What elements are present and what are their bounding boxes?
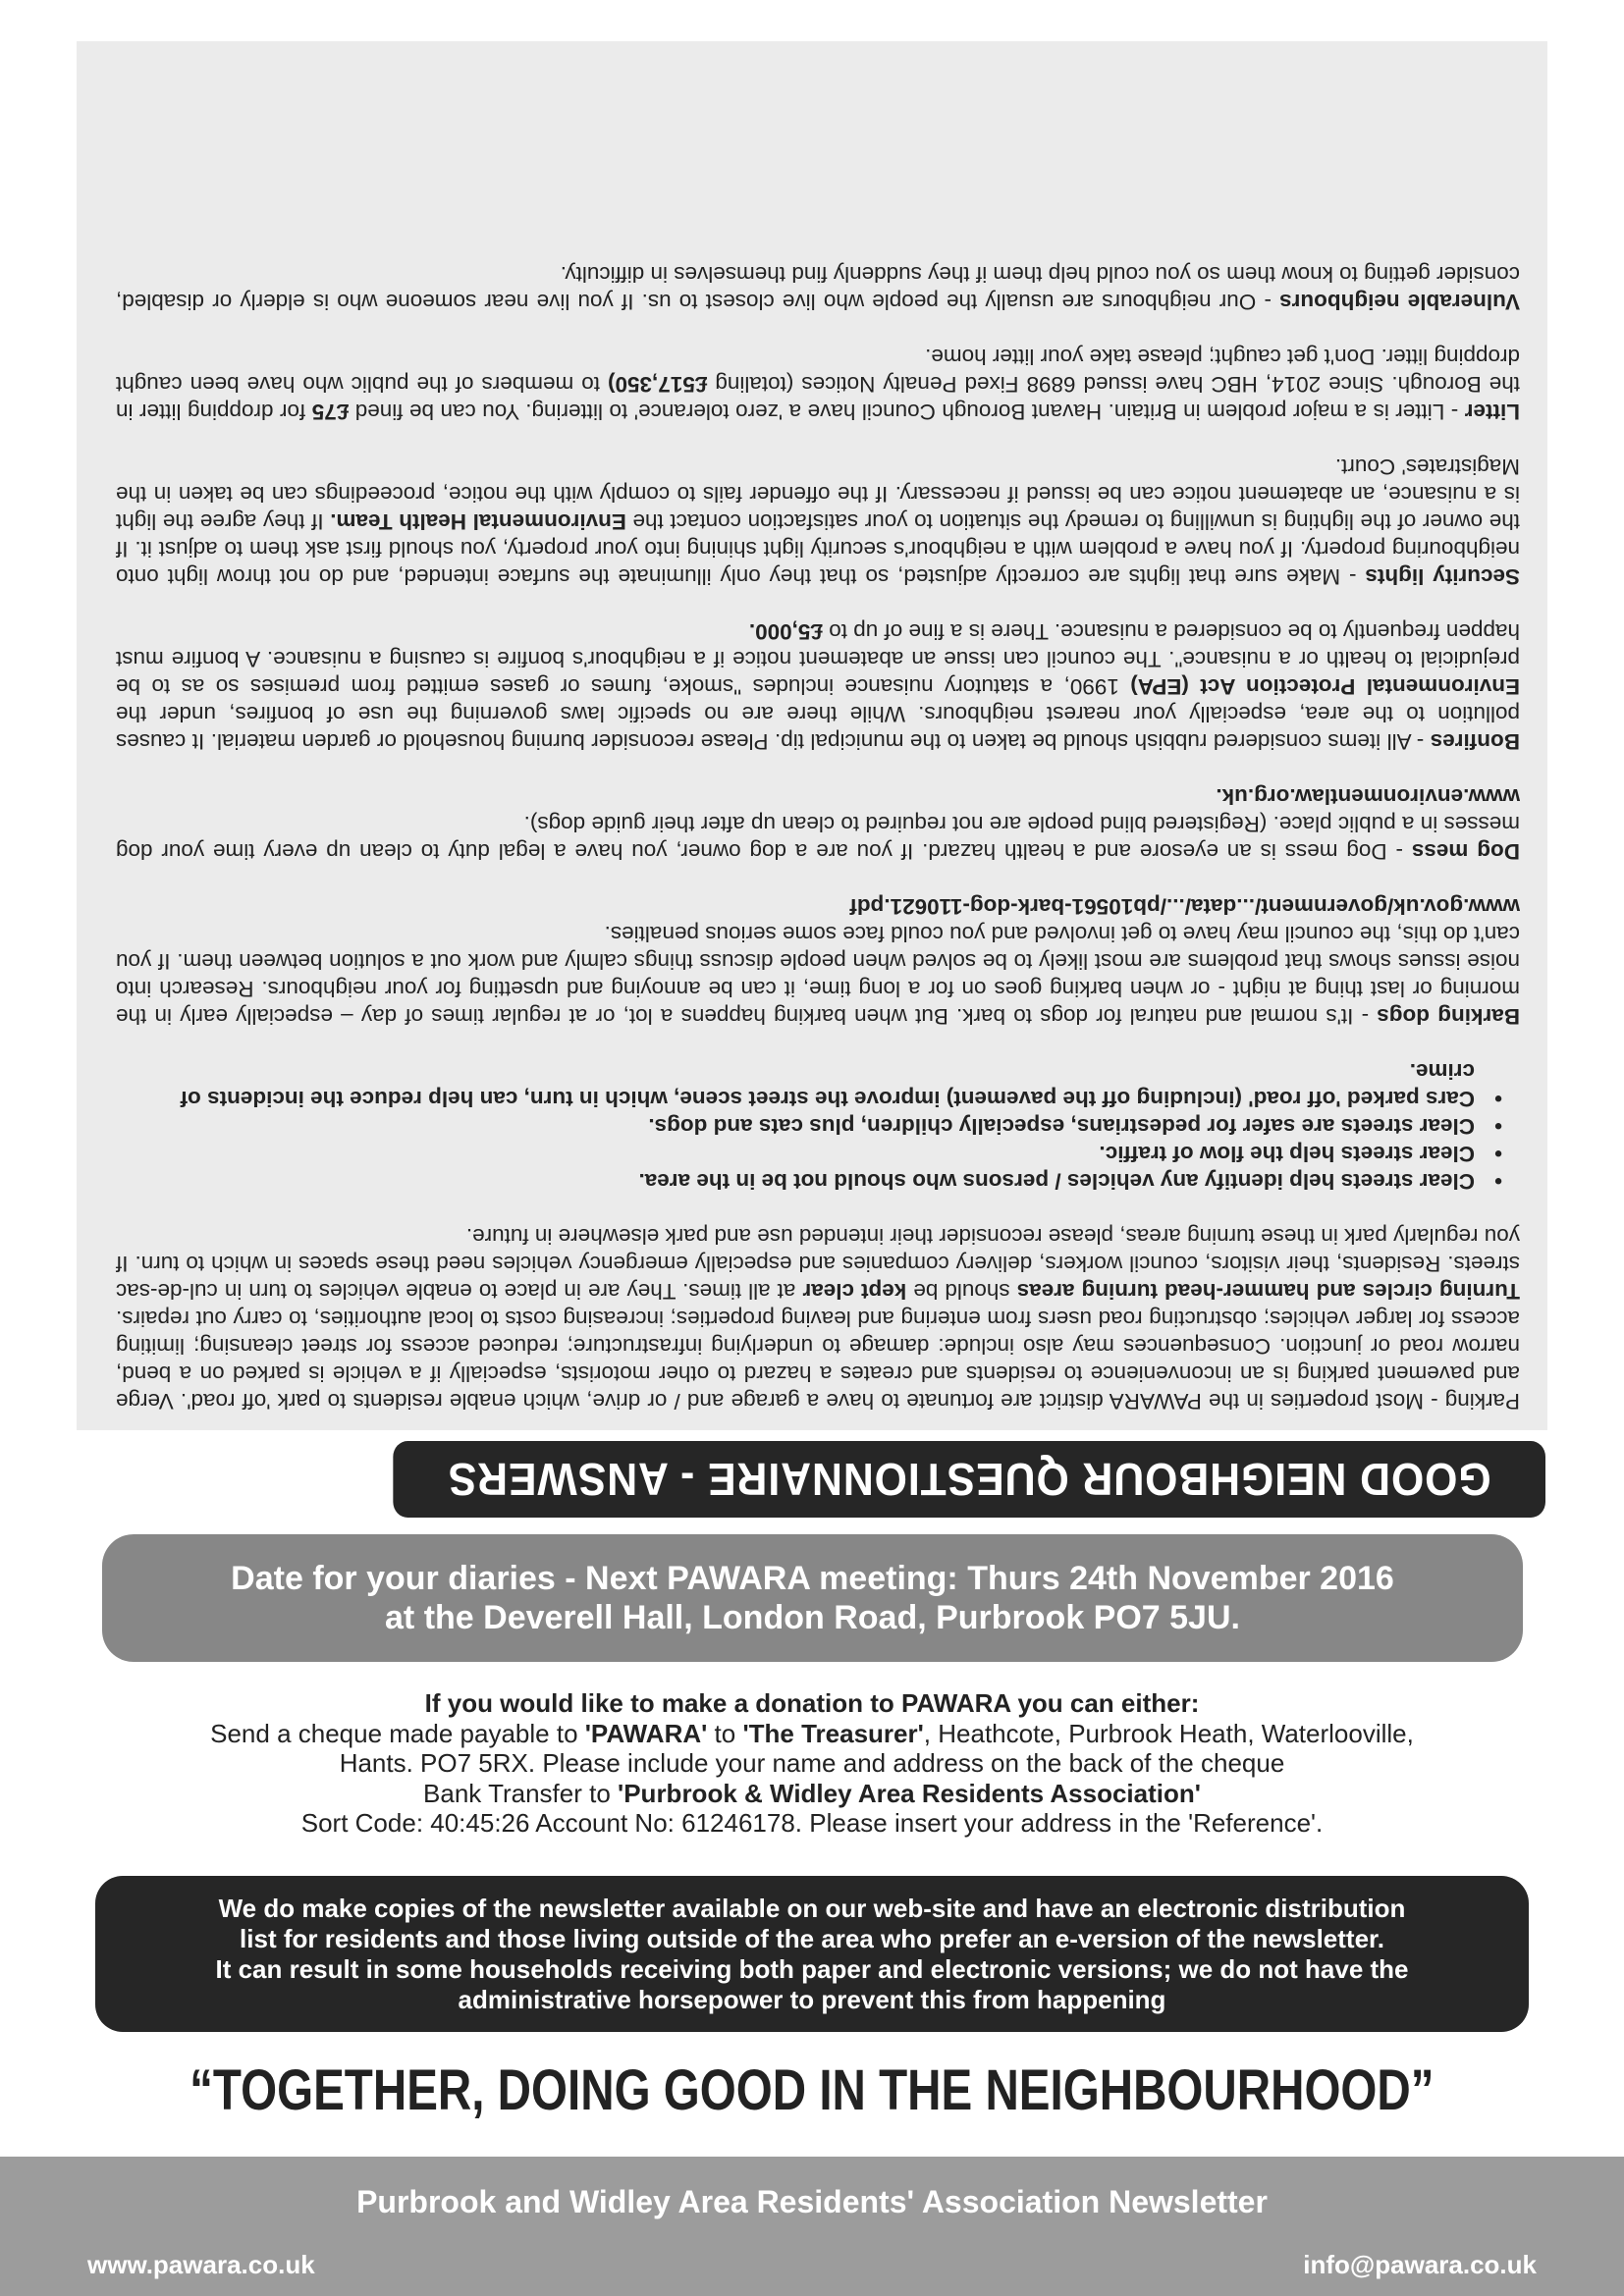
notice-line-1: We do make copies of the newsletter available on our web-site and have an electronic distribution	[218, 1893, 1406, 1923]
donation-cheque-line-2: Hants. PO7 5RX. Please include your name and address on the back of the cheque	[339, 1748, 1285, 1778]
security-lights-text: - Make sure that lights are correctly adjusted, so that they only illuminate the surface intended, and do not throw light onto neighbouring property. If you have a problem with a neighbour's security light shining into your property, you should first ask them to adjust it. If the owner of the lighting is unwilling to remedy the situation to your satisfaction contact the	[116, 509, 1520, 589]
questionnaire-banner	[393, 1441, 1545, 1518]
dog-mess-heading: Dog mess	[1411, 839, 1520, 864]
cheque-post: , Heathcote, Purbrook Heath, Waterlooville,	[923, 1718, 1414, 1748]
parking-text: Parking - Most properties in the PAWARA district are fortunate to have a garage and / or drive, which enable residents to park 'off road'. Verge and pavement parking is an inconvenience to residents and creates a hazard to other motorists, especially if a vehicle is parked on a bend, narrow road or junction. Consequences may also include: damage to underlying infrastructure; reduced access for street cleansing; limiting access for larger vehicles; obstructing road users from entering and leaving properties; increasing costs to local authorities, to carry out repairs.	[116, 1307, 1520, 1414]
cheque-mid: to	[707, 1718, 743, 1748]
donation-cheque-line	[79, 1719, 1545, 1749]
dog-mess-link[interactable]: www.environmentlaw.org.uk.	[1216, 784, 1520, 809]
parking-kept-clear: kept clear	[802, 1279, 907, 1304]
parking-paragraph	[116, 1222, 1520, 1415]
security-lights-paragraph	[116, 453, 1520, 590]
dog-mess-paragraph	[116, 782, 1520, 865]
litter-text-2: for dropping litter in the Borough. Since 2014, HBC have issued 6898 Fixed Penalty Notices (totaling	[116, 372, 1520, 424]
litter-text: - Litter is a major problem in Britain. Havant Borough Council have a 'zero tolerance' to littering. You can be fined	[349, 400, 1465, 424]
bonfires-epa: Environmental Protection Act (EPA)	[1130, 674, 1520, 699]
litter-heading: Litter	[1464, 400, 1520, 424]
donation-sort-line: Sort Code: 40:45:26 Account No: 61246178. Please insert your address in the 'Reference'.	[300, 1808, 1324, 1838]
meeting-line-1: Date for your diaries - Next PAWARA meeting: Thurs 24th November 2016	[231, 1560, 1394, 1597]
slogan	[0, 2056, 1624, 2125]
bonfires-text: - All items considered rubbish should be taken to the municipal tip. Please reconsider burning household or garden material. It causes pollution to the area, especially your nearest neighbours. While there are no specific laws governing the use of bonfires, under the	[116, 702, 1520, 754]
answers-box	[77, 41, 1547, 1430]
footer-website-link[interactable]: www.pawara.co.uk	[87, 2250, 315, 2279]
slogan-text: “TOGETHER, DOING GOOD IN THE NEIGHBOURHOOD”	[189, 2058, 1435, 2122]
cheque-payee: 'PAWARA'	[584, 1718, 708, 1748]
parking-bullets	[116, 1057, 1520, 1195]
meeting-date-box	[102, 1534, 1523, 1662]
parking-text-2: should be	[906, 1279, 1017, 1304]
cheque-to: 'The Treasurer'	[742, 1718, 924, 1748]
parking-text-3: at all times. They are in place to enable vehicles to turn in cul-de-sac streets. Residents, their visitors, council workers, delivery companies and especially emergency vehicles need these spaces in which to turn. If you regularly park in these turning areas, please reconsider their intended use and park elsewhere in future.	[116, 1224, 1520, 1304]
notice-line-4: administrative horsepower to prevent this from happening	[458, 1984, 1166, 2014]
notice-line-3: It can result in some households receiving both paper and electronic versions; we do not have the	[215, 1953, 1409, 1984]
litter-total: £517,350)	[608, 372, 708, 397]
bonfires-paragraph	[116, 617, 1520, 755]
security-lights-text-2: If they agree the light is a nuisance, an abatement notice can be issued if necessary. If the offender fails to comply with the notice, proceedings can be taken in the Magistrates' Court.	[116, 454, 1520, 534]
bullet-item: • Clear streets are safer for pedestrians, especially children, plus cats and dogs.	[116, 1112, 1475, 1140]
bank-name: 'Purbrook & Widley Area Residents Association'	[618, 1778, 1201, 1808]
dog-mess-text: - Dog mess is an eyesore and a health hazard. If you are a dog owner, you have a legal duty to clean up every time your dog messes in a public place. (Registered blind people are not required to clean up after their guide dogs).	[116, 812, 1520, 864]
footer-email-link[interactable]: info@pawara.co.uk	[1303, 2250, 1537, 2279]
barking-dogs-paragraph	[116, 892, 1520, 1030]
barking-dogs-link[interactable]: www.gov.uk/government/...data/.../pb10561-bark-dog-110621.pdf	[849, 894, 1520, 919]
litter-fine: £75	[311, 400, 350, 424]
footer-title: Purbrook and Widley Area Residents' Association Newsletter	[356, 2184, 1268, 2219]
donation-bank-line	[79, 1779, 1545, 1809]
notice-line-2: list for residents and those living outside of the area who prefer an e-version of the newsletter.	[240, 1923, 1384, 1953]
barking-dogs-text: - It's normal and natural for dogs to bark. But when barking happens a lot, or at regular times of day – especially early in the morning or last thing at night - or when barking goes on for a long time, it can be annoying and upsetting for your neighbours. Research into noise issues shows that problems are most likely to be solved when people discuss things calmly and work out a solution between them. If you can't do this, the council may have to get involved and you could face some serious penalties.	[116, 922, 1520, 1029]
parking-turning-areas: Turning circles and hammer-head turning areas	[1016, 1279, 1520, 1304]
security-lights-heading: Security lights	[1365, 564, 1520, 589]
footer	[0, 2157, 1624, 2296]
meeting-line-2: at the Deverell Hall, London Road, Purbrook PO7 5JU.	[385, 1599, 1240, 1636]
bonfires-fine: £5,000.	[748, 619, 823, 644]
litter-text-3: to members of the public who have been caught dropping litter. Don't get caught; please take your litter home.	[116, 345, 1520, 397]
barking-dogs-heading: Barking dogs	[1377, 1004, 1520, 1029]
litter-paragraph	[116, 343, 1520, 425]
banner-title: GOOD NEIGHBOUR QUESTIONNAIRE - ANSWERS	[447, 1454, 1491, 1505]
cheque-pre: Send a cheque made payable to	[210, 1718, 585, 1748]
vulnerable-heading: Vulnerable neighbours	[1279, 290, 1520, 314]
donation-heading: If you would like to make a donation to PAWARA you can either:	[424, 1688, 1200, 1718]
bullet-item: • Cars parked 'off road' (including off the pavement) improve the street scene, which in turn, can help reduce the incidents of crime.	[116, 1057, 1475, 1112]
donation-section	[79, 1688, 1545, 1839]
distribution-notice-box	[95, 1876, 1529, 2032]
bonfires-text-2: 1990, a statutory nuisance includes "smoke, fumes or gases emitted from premises so as to be prejudicial to health or a nuisance". The council can issue an abatement notice if a neighbour's bonfire is causing a nuisance. A bonfire must happen frequently to be considered a nuisance. There is a fine of up to	[116, 619, 1520, 699]
vulnerable-neighbours-paragraph	[116, 260, 1520, 315]
bullet-item: • Clear streets help the flow of traffic.	[116, 1140, 1475, 1167]
bank-pre: Bank Transfer to	[423, 1778, 619, 1808]
bonfires-heading: Bonfires	[1430, 729, 1520, 754]
questionnaire-answers-upside-down	[77, 41, 1547, 1518]
environmental-health-team: Environmental Health Team.	[330, 509, 626, 534]
bullet-item: • Clear streets help identify any vehicles / persons who should not be in the area.	[116, 1167, 1475, 1195]
vulnerable-text: - Our neighbours are usually the people who live closest to us. If you live near someone who is elderly or disabled, consider getting to know them so you could help them if they suddenly find themselves in difficulty.	[115, 262, 1520, 314]
